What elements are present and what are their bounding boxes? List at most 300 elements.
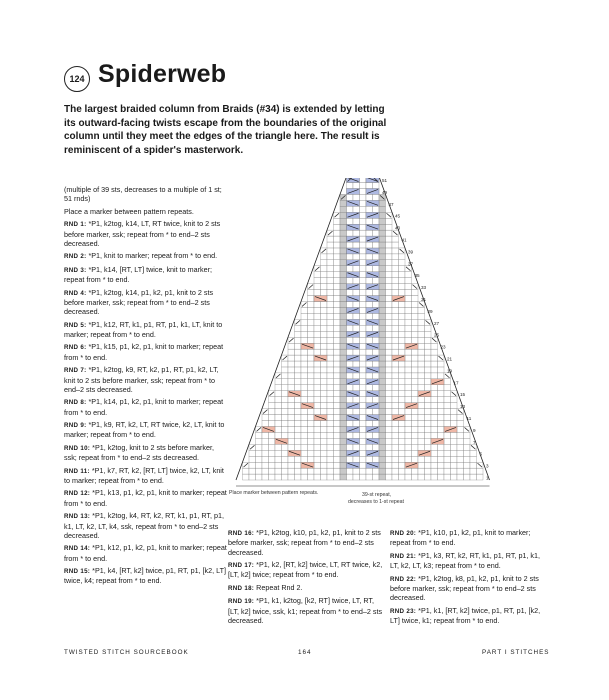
chart-cell — [327, 409, 334, 415]
chart-cell — [334, 218, 341, 224]
chart-cell — [451, 474, 458, 480]
chart-cell — [321, 373, 328, 379]
chart-cell — [347, 361, 354, 367]
chart-cell — [308, 415, 315, 421]
chart-cell — [386, 373, 393, 379]
chart-cell — [288, 456, 295, 462]
chart-cell — [282, 397, 289, 403]
chart-cell — [340, 462, 347, 468]
chart-cell — [347, 266, 354, 272]
chart-cell — [431, 450, 438, 456]
chart-cell — [295, 355, 302, 361]
chart-cell — [308, 290, 315, 296]
chart-cell — [327, 307, 334, 313]
chart-cell — [262, 438, 269, 444]
row-number-label: 39 — [408, 249, 414, 255]
chart-cell — [360, 284, 367, 290]
chart-cell — [379, 450, 386, 456]
chart-cell — [379, 355, 386, 361]
chart-cell — [366, 474, 373, 480]
chart-cell — [282, 462, 289, 468]
chart-cell — [334, 438, 341, 444]
chart-cell — [340, 385, 347, 391]
chart-cell — [321, 302, 328, 308]
chart-cell — [379, 438, 386, 444]
chart-cell — [360, 230, 367, 236]
chart-cell — [327, 325, 334, 331]
chart-cell — [412, 361, 419, 367]
chart-cell — [444, 432, 451, 438]
round-text: *P1, k2tog, knit to 2 sts before marker, ssk; repeat from * to end–2 sts decreased. — [64, 442, 215, 463]
chart-cell — [425, 397, 432, 403]
chart-cell — [275, 462, 282, 468]
chart-cell — [418, 409, 425, 415]
chart-cell — [457, 438, 464, 444]
chart-cell — [327, 266, 334, 272]
chart-cell — [431, 415, 438, 421]
chart-cell — [366, 290, 373, 296]
chart-cell — [314, 426, 321, 432]
chart-cell — [301, 438, 308, 444]
chart-cell — [327, 319, 334, 325]
chart-cell — [353, 325, 360, 331]
chart-cell — [425, 432, 432, 438]
chart-cell — [366, 194, 373, 200]
chart-cell — [412, 355, 419, 361]
chart-cell — [457, 444, 464, 450]
round-instruction — [390, 551, 546, 571]
round-label: RND 15: — [64, 568, 91, 576]
chart-cell — [321, 403, 328, 409]
chart-cell — [399, 385, 406, 391]
row-number-label: 27 — [434, 320, 440, 326]
chart-cell — [425, 474, 432, 480]
chart-cell — [379, 266, 386, 272]
chart-cell — [347, 409, 354, 415]
chart-cell — [334, 444, 341, 450]
chart-cell — [347, 206, 354, 212]
chart-cell — [425, 462, 432, 468]
chart-cell — [360, 421, 367, 427]
chart-cell — [418, 313, 425, 319]
chart-cell — [438, 409, 445, 415]
chart-cell — [425, 355, 432, 361]
chart-cell — [379, 415, 386, 421]
chart-cell — [360, 260, 367, 266]
chart-cell — [444, 462, 451, 468]
chart-cell — [379, 313, 386, 319]
chart-cell — [431, 426, 438, 432]
chart-cell — [386, 367, 393, 373]
chart-cell — [295, 367, 302, 373]
chart-cell — [386, 290, 393, 296]
chart-cell — [314, 456, 321, 462]
chart-cell — [295, 397, 302, 403]
chart-cell — [314, 290, 321, 296]
chart-cell — [392, 248, 399, 254]
chart-cell — [366, 313, 373, 319]
chart-cell — [327, 242, 334, 248]
round-label: RND 23: — [390, 607, 417, 615]
chart-cell — [392, 313, 399, 319]
chart-cell — [405, 290, 412, 296]
round-instruction — [228, 560, 384, 580]
chart-cell — [301, 355, 308, 361]
chart-cell — [366, 254, 373, 260]
chart-cell — [425, 426, 432, 432]
round-instruction — [64, 543, 228, 563]
chart-cell — [366, 183, 373, 189]
chart-cell — [275, 415, 282, 421]
chart-cell — [308, 391, 315, 397]
chart-cell — [379, 224, 386, 230]
chart-cell — [327, 373, 334, 379]
chart-cell — [418, 444, 425, 450]
chart-cell — [327, 302, 334, 308]
chart-cell — [360, 444, 367, 450]
chart-cell — [288, 409, 295, 415]
chart-cell — [301, 307, 308, 313]
chart-cell — [275, 426, 282, 432]
chart-cell — [379, 391, 386, 397]
chart-cell — [353, 385, 360, 391]
chart-cell — [399, 421, 406, 427]
chart-cell — [334, 367, 341, 373]
chart-cell — [353, 373, 360, 379]
chart-cell — [353, 432, 360, 438]
chart-cell — [321, 331, 328, 337]
chart-cell — [295, 361, 302, 367]
chart-cell — [386, 403, 393, 409]
chart-cell — [301, 450, 308, 456]
chart-cell — [392, 331, 399, 337]
chart-cell — [288, 426, 295, 432]
chart-cell — [353, 444, 360, 450]
round-label: RND 10: — [64, 444, 91, 452]
chart-cell — [366, 421, 373, 427]
chart-cell — [269, 462, 276, 468]
chart-cell — [340, 355, 347, 361]
chart-cell — [340, 242, 347, 248]
chart-cell — [386, 284, 393, 290]
footer-page-number: 164 — [298, 649, 312, 656]
chart-cell — [360, 242, 367, 248]
chart-cell — [321, 385, 328, 391]
chart-cell — [425, 331, 432, 337]
chart-cell — [405, 456, 412, 462]
chart-cell — [347, 337, 354, 343]
chart-cell — [360, 200, 367, 206]
chart-cell — [249, 450, 256, 456]
chart-cell — [399, 307, 406, 313]
chart-cell — [464, 456, 471, 462]
chart-cell — [366, 361, 373, 367]
chart-cell — [275, 421, 282, 427]
chart-cell — [379, 302, 386, 308]
chart-cell — [282, 391, 289, 397]
chart-cell — [373, 373, 380, 379]
chart-cell — [386, 456, 393, 462]
chart-cell — [314, 462, 321, 468]
chart-cell — [405, 444, 412, 450]
chart-cell — [334, 456, 341, 462]
row-number-label: 49 — [382, 189, 388, 195]
row-number-label: 15 — [460, 392, 466, 398]
chart-cell — [334, 462, 341, 468]
chart-cell — [379, 325, 386, 331]
chart-cell — [301, 415, 308, 421]
row-number-label: 5 — [479, 451, 483, 457]
chart-cell — [373, 254, 380, 260]
chart-cell — [321, 421, 328, 427]
chart-cell — [308, 444, 315, 450]
chart-cell — [399, 397, 406, 403]
round-label: RND 19: — [228, 598, 255, 606]
chart-cell — [314, 409, 321, 415]
chart-cell — [366, 456, 373, 462]
chart-cell — [405, 272, 412, 278]
chart-cell — [308, 432, 315, 438]
chart-cell — [399, 319, 406, 325]
chart-cell — [301, 397, 308, 403]
chart-cell — [314, 361, 321, 367]
chart-cell — [314, 349, 321, 355]
chart-cell — [334, 307, 341, 313]
chart-cell — [360, 296, 367, 302]
row-number-label: 29 — [427, 308, 433, 314]
chart-cell — [282, 373, 289, 379]
chart-cell — [379, 319, 386, 325]
chart-cell — [301, 379, 308, 385]
chart-cell — [392, 278, 399, 284]
round-text: *P1, k15, p1, k2, p1, knit to marker; repeat from * to end. — [64, 342, 224, 362]
chart-cell — [379, 230, 386, 236]
row-number-label: 3 — [486, 463, 489, 469]
round-label: RND 11: — [64, 467, 90, 475]
chart-cell — [379, 403, 386, 409]
chart-cell — [366, 337, 373, 343]
chart-cell — [425, 444, 432, 450]
chart-cell — [347, 278, 354, 284]
chart-cell — [379, 361, 386, 367]
chart-cell — [386, 468, 393, 474]
chart-cell — [288, 355, 295, 361]
chart-cell — [373, 444, 380, 450]
chart-cell — [366, 278, 373, 284]
chart-cell — [308, 456, 315, 462]
chart-cell — [425, 349, 432, 355]
round-text: *P1, k1, k2tog, [k2, RT] twice, LT, RT, [LT, k2] twice, ssk, k1; repeat from * to end–2 sts decreased. — [228, 596, 383, 625]
chart-cell — [386, 415, 393, 421]
chart-cell — [451, 432, 458, 438]
chart-cell — [425, 385, 432, 391]
chart-cell — [412, 373, 419, 379]
chart-cell — [262, 456, 269, 462]
row-number-label: 45 — [395, 213, 401, 219]
chart-cell — [314, 284, 321, 290]
chart-cell — [438, 450, 445, 456]
chart-cell — [327, 397, 334, 403]
multiple-note: (multiple of 39 sts, decreases to a multiple of 1 st; 51 rnds) — [64, 185, 222, 204]
chart-cell — [269, 403, 276, 409]
chart-cell — [425, 421, 432, 427]
chart-cell — [457, 474, 464, 480]
chart-cell — [327, 403, 334, 409]
chart-cell — [347, 468, 354, 474]
chart-cell — [464, 444, 471, 450]
chart-cell — [295, 403, 302, 409]
chart-cell — [379, 296, 386, 302]
chart-cell — [360, 391, 367, 397]
chart-cell — [321, 444, 328, 450]
chart-cell — [360, 385, 367, 391]
chart-cell — [418, 397, 425, 403]
chart-cell — [347, 218, 354, 224]
chart-cell — [256, 450, 263, 456]
chart-cell — [340, 444, 347, 450]
chart-cell — [386, 379, 393, 385]
spiderweb-chart — [228, 178, 568, 500]
chart-cell — [405, 284, 412, 290]
chart-cell — [327, 367, 334, 373]
chart-cell — [353, 302, 360, 308]
chart-cell — [334, 397, 341, 403]
chart-cell — [347, 456, 354, 462]
chart-cell — [418, 415, 425, 421]
chart-cell — [438, 444, 445, 450]
chart-cell — [327, 468, 334, 474]
chart-cell — [360, 474, 367, 480]
chart-cell — [340, 409, 347, 415]
chart-cell — [269, 474, 276, 480]
chart-cell — [314, 331, 321, 337]
chart-cell — [379, 242, 386, 248]
chart-cell — [308, 367, 315, 373]
chart-cell — [392, 385, 399, 391]
chart-cell — [392, 307, 399, 313]
chart-cell — [386, 462, 393, 468]
chart-cell — [360, 302, 367, 308]
chart-cell — [275, 391, 282, 397]
chart-cell — [295, 468, 302, 474]
row-number-label: 35 — [414, 273, 420, 279]
chart-cell — [431, 385, 438, 391]
chart-cell — [360, 194, 367, 200]
chart-cell — [282, 385, 289, 391]
chart-cell — [327, 379, 334, 385]
chart-cell — [418, 349, 425, 355]
chart-cell — [464, 474, 471, 480]
chart-cell — [379, 456, 386, 462]
chart-cell — [405, 468, 412, 474]
chart-cell — [457, 456, 464, 462]
chart-cell — [379, 468, 386, 474]
chart-cell — [386, 444, 393, 450]
chart-cell — [379, 444, 386, 450]
chart-cell — [399, 444, 406, 450]
chart-cell — [353, 474, 360, 480]
chart-cell — [379, 212, 386, 218]
chart-cell — [464, 450, 471, 456]
chart-cell — [334, 260, 341, 266]
chart-cell — [366, 218, 373, 224]
chart-cell — [392, 325, 399, 331]
marker-note: Place a marker between pattern repeats. — [64, 206, 194, 216]
round-instruction — [64, 511, 228, 540]
chart-cell — [256, 438, 263, 444]
chart-cell — [340, 391, 347, 397]
chart-cell — [301, 474, 308, 480]
chart-cell — [301, 367, 308, 373]
chart-cell — [301, 337, 308, 343]
round-instruction — [228, 528, 384, 557]
chart-cell — [269, 415, 276, 421]
round-label: RND 6: — [64, 344, 87, 352]
chart-cell — [366, 266, 373, 272]
chart-cell — [288, 379, 295, 385]
chart-cell — [470, 450, 477, 456]
chart-cell — [373, 290, 380, 296]
chart-cell — [405, 474, 412, 480]
chart-cell — [275, 379, 282, 385]
chart-cell — [269, 421, 276, 427]
chart-cell — [425, 361, 432, 367]
chart-cell — [269, 444, 276, 450]
chart-cell — [431, 462, 438, 468]
chart-cell — [386, 337, 393, 343]
chart-cell — [334, 278, 341, 284]
chart-cell — [392, 361, 399, 367]
chart-cell — [275, 468, 282, 474]
chart-cell — [405, 355, 412, 361]
chart-cell — [275, 456, 282, 462]
chart-cell — [386, 224, 393, 230]
round-instruction — [228, 583, 384, 593]
chart-cell — [327, 456, 334, 462]
chart-cell — [412, 432, 419, 438]
chart-cell — [321, 278, 328, 284]
chart-cell — [308, 331, 315, 337]
chart-cell — [321, 397, 328, 403]
chart-cell — [379, 367, 386, 373]
round-text: *P1, knit to marker; repeat from * to end. — [88, 251, 218, 261]
row-number-label: 31 — [421, 297, 427, 302]
chart-cell — [360, 188, 367, 194]
chart-cell — [327, 450, 334, 456]
round-instruction — [390, 574, 546, 603]
chart-cell — [431, 409, 438, 415]
chart-cell — [379, 373, 386, 379]
chart-cell — [321, 474, 328, 480]
chart-cell — [366, 230, 373, 236]
chart-cell — [288, 438, 295, 444]
chart-cell — [334, 313, 341, 319]
chart-cell — [425, 379, 432, 385]
chart-cell — [392, 409, 399, 415]
chart-cell — [321, 409, 328, 415]
chart-cell — [451, 438, 458, 444]
chart-cell — [321, 319, 328, 325]
chart-cell — [379, 379, 386, 385]
chart-cell — [334, 391, 341, 397]
chart-cell — [353, 194, 360, 200]
chart-cell — [379, 307, 386, 313]
chart-cell — [249, 456, 256, 462]
instructions-column-1 — [64, 185, 228, 589]
chart-cell — [314, 307, 321, 313]
chart-cell — [340, 325, 347, 331]
chart-cell — [438, 415, 445, 421]
